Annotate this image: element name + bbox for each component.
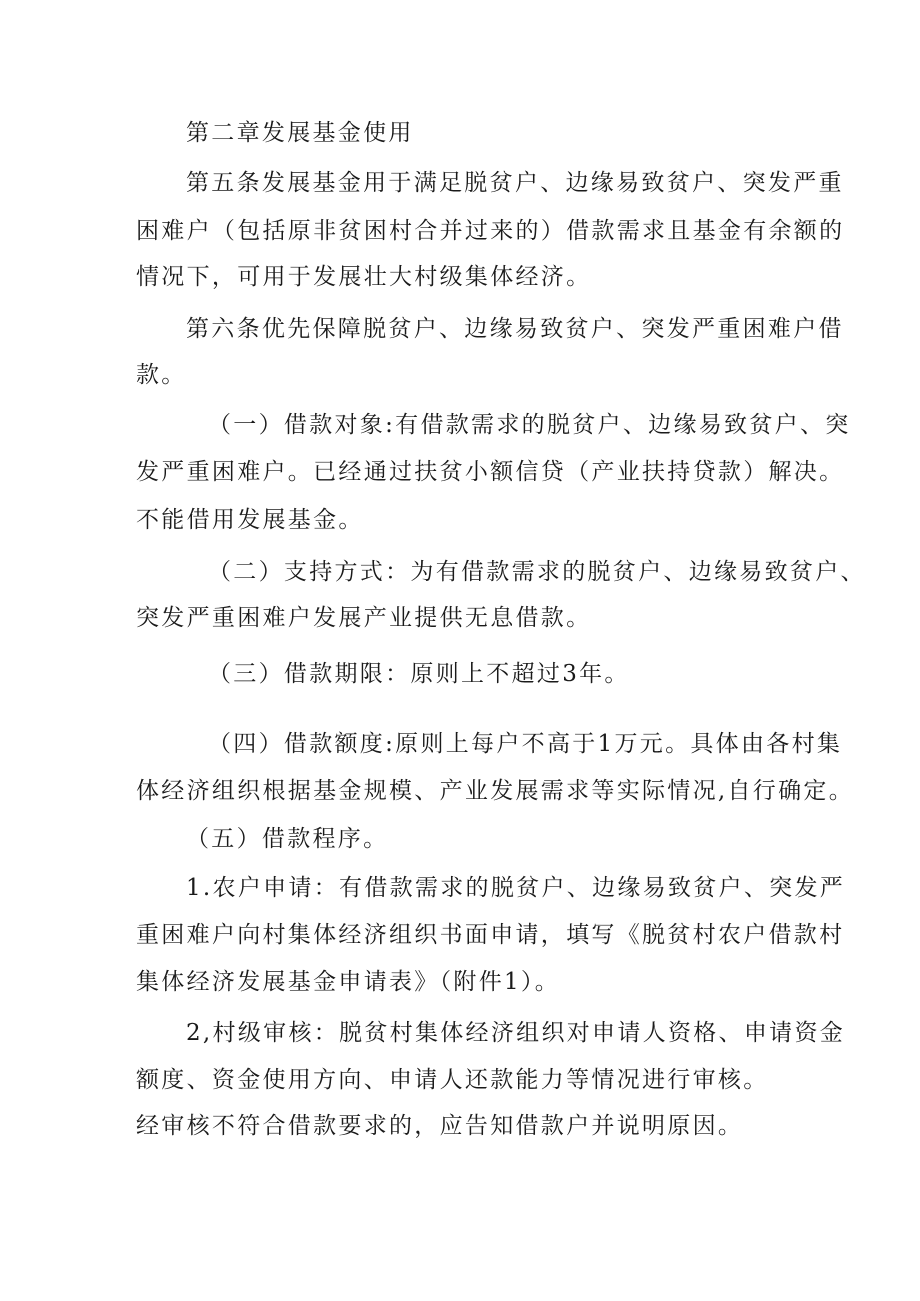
item3-line1: （三）借款期限：原则上不超过3年。	[208, 661, 630, 687]
step1-line1: 1.农户申请：有借款需求的脱贫户、边缘易致贫户、突发严	[186, 875, 846, 901]
step2-line3: 经审核不符合借款要求的，应告知借款户并说明原因。	[136, 1113, 744, 1139]
item1-line3: 不能借用发展基金。	[136, 507, 364, 533]
item1-line1: （一）借款对象:有借款需求的脱贫户、边缘易致贫户、突	[208, 412, 851, 438]
item5-line1: （五）借款程序。	[186, 826, 389, 852]
step1-line3: 集体经济发展基金申请表》（附件1）。	[136, 969, 561, 995]
item2-line2: 突发严重困难户发展产业提供无息借款。	[136, 605, 592, 631]
step2-line2: 额度、资金使用方向、申请人还款能力等情况进行审核。	[136, 1067, 769, 1093]
step2-line1: 2,村级审核：脱贫村集体经济组织对申请人资格、申请资金	[186, 1020, 846, 1046]
article5-line2: 困难户（包括原非贫困村合并过来的）借款需求且基金有余额的	[136, 218, 845, 244]
article5-line1: 第五条发展基金用于满足脱贫户、边缘易致贫户、突发严重	[186, 170, 844, 196]
item4-line2: 体经济组织根据基金规模、产业发展需求等实际情况,自行确定。	[136, 778, 855, 804]
item1-line2: 发严重困难户。已经通过扶贫小额信贷（产业扶持贷款）解决。	[136, 459, 845, 485]
article6-line2: 款。	[136, 362, 187, 388]
item4-line1: （四）借款额度:原则上每户不高于1万元。具体由各村集	[208, 731, 843, 757]
step1-line2: 重困难户向村集体经济组织书面申请，填写《脱贫村农户借款村	[136, 922, 845, 948]
chapter-title: 第二章发展基金使用	[186, 120, 414, 146]
article6-line1: 第六条优先保障脱贫户、边缘易致贫户、突发严重困难户借	[186, 316, 844, 342]
item2-line1: （二）支持方式：为有借款需求的脱贫户、边缘易致贫户、	[208, 559, 866, 585]
article5-line3: 情况下，可用于发展壮大村级集体经济。	[136, 264, 592, 290]
